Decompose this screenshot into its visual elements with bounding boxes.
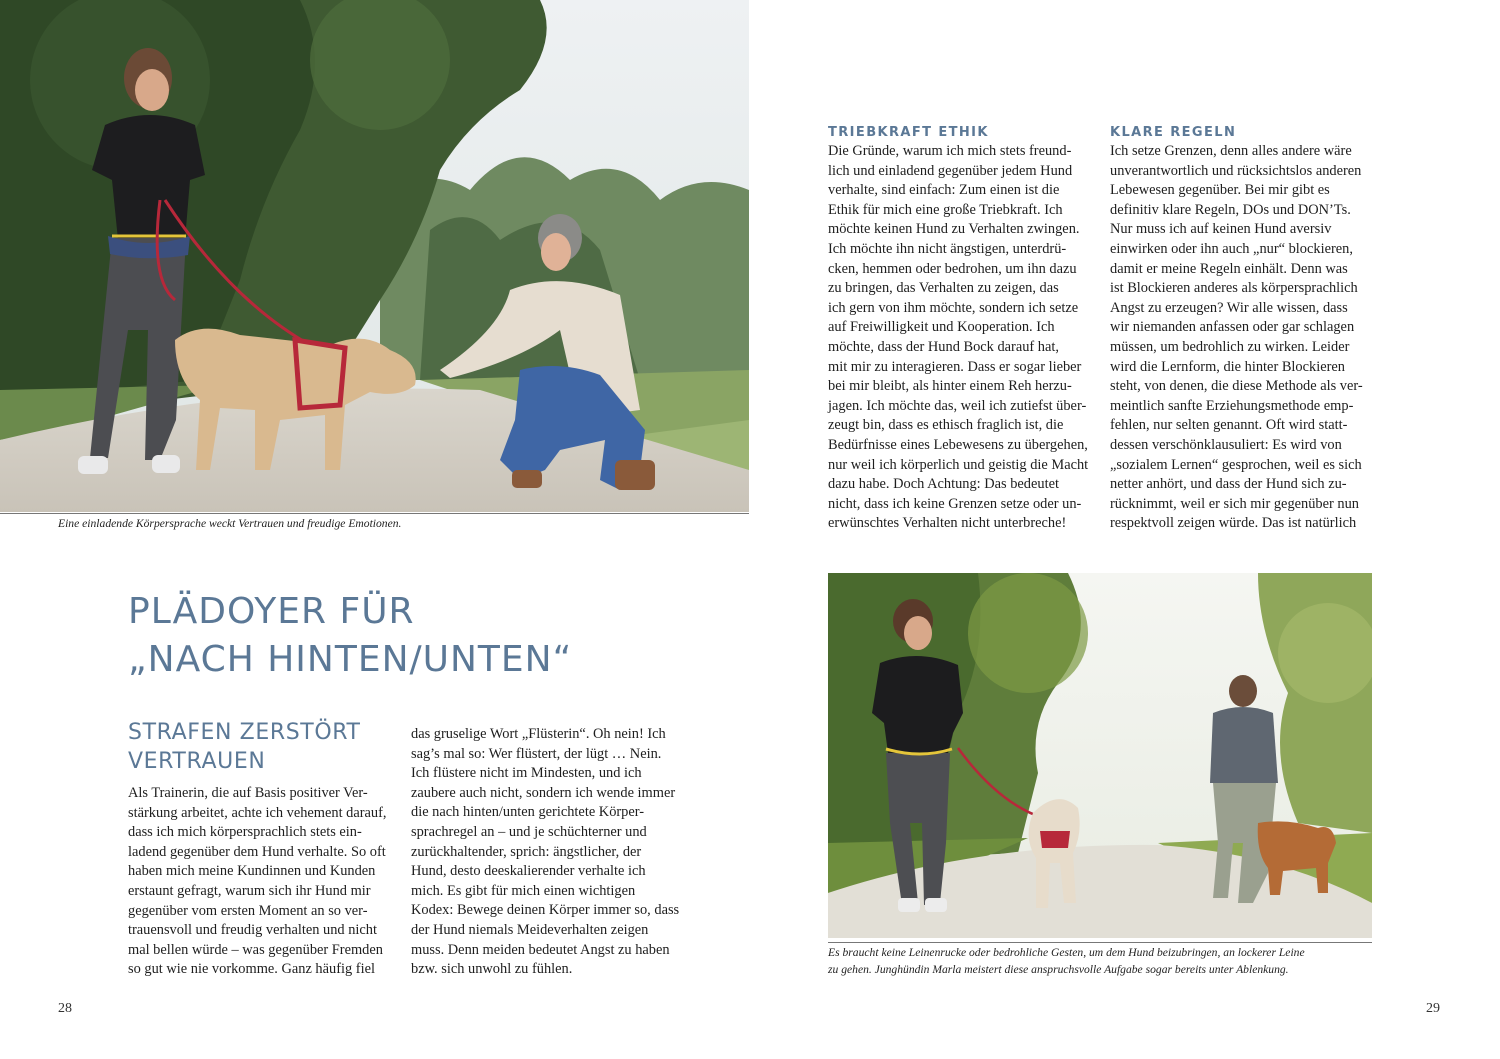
text-line: damit er meine Regeln einhält. Denn was (1110, 260, 1348, 277)
text-line: haben mich meine Kundinnen und Kunden (128, 863, 376, 880)
text-line: respektvoll zeigen würde. Das ist natürlich (1110, 515, 1357, 532)
text-line: mich. Es gibt für mich einen wichtigen (411, 882, 636, 899)
text-line: müssen, um bedrohlich zu wirken. Leider (1110, 338, 1350, 355)
text-line: die nach hinten/unten gerichtete Körper- (411, 804, 645, 821)
text-line: sprachregel an – und je schüchterner und (411, 823, 647, 840)
bottom-photo-caption (828, 944, 1388, 978)
text-line: Ich setze Grenzen, denn alles andere wäre (1110, 143, 1352, 159)
top-photo-illustration (0, 0, 749, 512)
text-line: auf Freiwilligkeit und Kooperation. Ich (828, 319, 1055, 336)
text-line: dass ich mich körpersprachlich stets ein- (128, 824, 362, 841)
text-line: verhalte, sind einfach: Zum einen ist die (828, 182, 1060, 199)
text-line: dessen verschönklausuliert: Es wird von (1110, 436, 1342, 453)
text-line: rücknimmt, weil er sich mir gegenüber nun (1110, 495, 1359, 512)
text-line: Ich flüstere nicht im Mindesten, und ich (411, 765, 642, 782)
top-photo-caption: Eine einladende Körpersprache weckt Vertrauen und freudige Emotionen. (58, 517, 402, 530)
main-heading-line-2: „NACH HINTEN/UNTEN“ (128, 639, 573, 680)
text-line: muss. Denn meiden bedeutet Angst zu haben (411, 941, 670, 958)
text-line: der Hund niemals Meideverhalten zeigen (411, 921, 649, 938)
text-line: fehlen, nur selten genannt. Oft wird statt- (1110, 417, 1348, 434)
text-line: erstaunt gefragt, warum sich ihr Hund mir (128, 882, 371, 899)
page-number-left: 28 (58, 1001, 72, 1016)
text-line: so gut wie nie vorkomme. Ganz häufig fiel (128, 961, 375, 978)
text-line: möchte keinen Hund zu Verhalten zwingen. (828, 221, 1080, 238)
text-line: nur weil ich körperlich und geistig die Macht (828, 456, 1089, 473)
text-line: „sozialem Lernen“ gesprochen, weil es sich (1110, 456, 1362, 473)
text-line: stärkung arbeitet, achte ich vehement darauf, (128, 804, 387, 821)
main-heading (128, 588, 728, 684)
text-line: cken, hemmen oder bedrohen, um ihn dazu (828, 260, 1077, 277)
text-line: ich gern von ihm möchte, sondern ich setze (828, 299, 1079, 316)
section-heading (128, 718, 428, 776)
top-photo-rule (0, 513, 749, 514)
text-line: trauensvoll und freudig verhalten und nicht (128, 922, 377, 939)
top-photo (0, 0, 749, 512)
text-line: Die Gründe, warum ich mich stets freund- (828, 143, 1072, 159)
text-line: definitiv klare Regeln, DOs und DON’Ts. (1110, 201, 1351, 218)
main-heading-line-1: PLÄDOYER FÜR (128, 591, 415, 632)
text-line: ist Blockieren anderes als körpersprachlich (1110, 280, 1358, 297)
text-line: gegenüber vom ersten Moment an so ver- (128, 902, 368, 919)
section-heading-line-1: STRAFEN ZERSTÖRT (128, 720, 361, 745)
text-line: zeugt bin, dass es ethisch fraglich ist, die (828, 417, 1064, 434)
text-line: möchte, dass der Hund Bock darauf hat, (828, 338, 1059, 355)
text-line: mit mir zu interagieren. Dass er sogar lieber (828, 358, 1082, 375)
text-line: Ich möchte ihn nicht ängstigen, unterdrü- (828, 240, 1067, 257)
text-line: netter anhört, und dass der Hund sich zu- (1110, 476, 1347, 493)
text-line: einwirken oder ihn auch „nur“ blockieren, (1110, 240, 1353, 257)
text-line: ladend gegenüber dem Hund verhalte. So oft (128, 843, 386, 860)
text-line: bei mir bleibt, als hinter einem Reh herzu- (828, 378, 1072, 395)
text-line: wird die Lernform, die hinter Blockieren (1110, 358, 1345, 375)
text-line: meintlich sanfte Erziehungsmethode emp- (1110, 397, 1354, 414)
text-line: sag’s mal so: Wer flüstert, der lügt … Nein. (411, 745, 662, 762)
text-line: Hund, desto deeskalierender verhalte ich (411, 863, 646, 880)
bottom-caption-line-2: zu gehen. Junghündin Marla meistert diese anspruchsvolle Aufgabe sogar bereits unter Ablenkung. (828, 963, 1289, 976)
triebkraft-column (828, 142, 1098, 534)
text-line: erwünschtes Verhalten nicht unterbreche! (828, 515, 1067, 532)
bottom-photo (828, 573, 1372, 938)
text-line: zurückhaltender, sprich: ängstlicher, der (411, 843, 642, 860)
text-line: Bedürfnisse eines Lebewesens zu übergehen, (828, 436, 1088, 453)
text-line: wir niemanden anfassen oder gar schlagen (1110, 319, 1355, 336)
text-line: nicht, dass ich keine Grenzen setze oder un- (828, 495, 1082, 512)
text-line: bzw. sich unwohl zu fühlen. (411, 961, 573, 978)
left-column-2 (411, 725, 691, 980)
bottom-photo-illustration (828, 573, 1372, 938)
triebkraft-heading: TRIEBKRAFT ETHIK (828, 125, 989, 140)
text-line: zaubere auch nicht, sondern ich wende immer (411, 784, 676, 801)
text-line: lich und einladend gegenüber jedem Hund (828, 162, 1073, 179)
klare-regeln-column (1110, 142, 1385, 534)
text-line: mal bellen würde – was gegenüber Fremden (128, 941, 383, 958)
text-line: Nur muss ich auf keinen Hund aversiv (1110, 221, 1332, 238)
text-line: Lebewesen gegenüber. Bei mir gibt es (1110, 182, 1330, 199)
text-line: Angst zu erzeugen? Wir alle wissen, dass (1110, 299, 1348, 316)
text-line: Als Trainerin, die auf Basis positiver Ver- (128, 785, 368, 801)
text-line: zu bringen, das Verhalten zu zeigen, das (828, 280, 1059, 297)
text-line: jagen. Ich möchte das, weil ich zutiefst über- (828, 397, 1087, 414)
section-heading-line-2: VERTRAUEN (128, 749, 266, 774)
text-line: unverantwortlich und rücksichtslos anderen (1110, 162, 1362, 179)
page-number-right: 29 (1426, 1001, 1440, 1016)
bottom-caption-line-1: Es braucht keine Leinenrucke oder bedrohliche Gesten, um dem Hund beizubringen, an lockerer Leine (828, 946, 1305, 959)
text-line: das gruselige Wort „Flüsterin“. Oh nein! Ich (411, 726, 666, 742)
text-line: dazu habe. Doch Achtung: Das bedeutet (828, 476, 1059, 493)
text-line: steht, von denen, die diese Methode als ver- (1110, 378, 1363, 395)
klare-regeln-heading: KLARE REGELN (1110, 125, 1237, 140)
bottom-photo-rule (828, 942, 1372, 943)
text-line: Ethik für mich eine große Triebkraft. Ich (828, 201, 1063, 218)
left-column-1 (128, 784, 398, 980)
text-line: Kodex: Bewege deinen Körper immer so, dass (411, 902, 680, 919)
